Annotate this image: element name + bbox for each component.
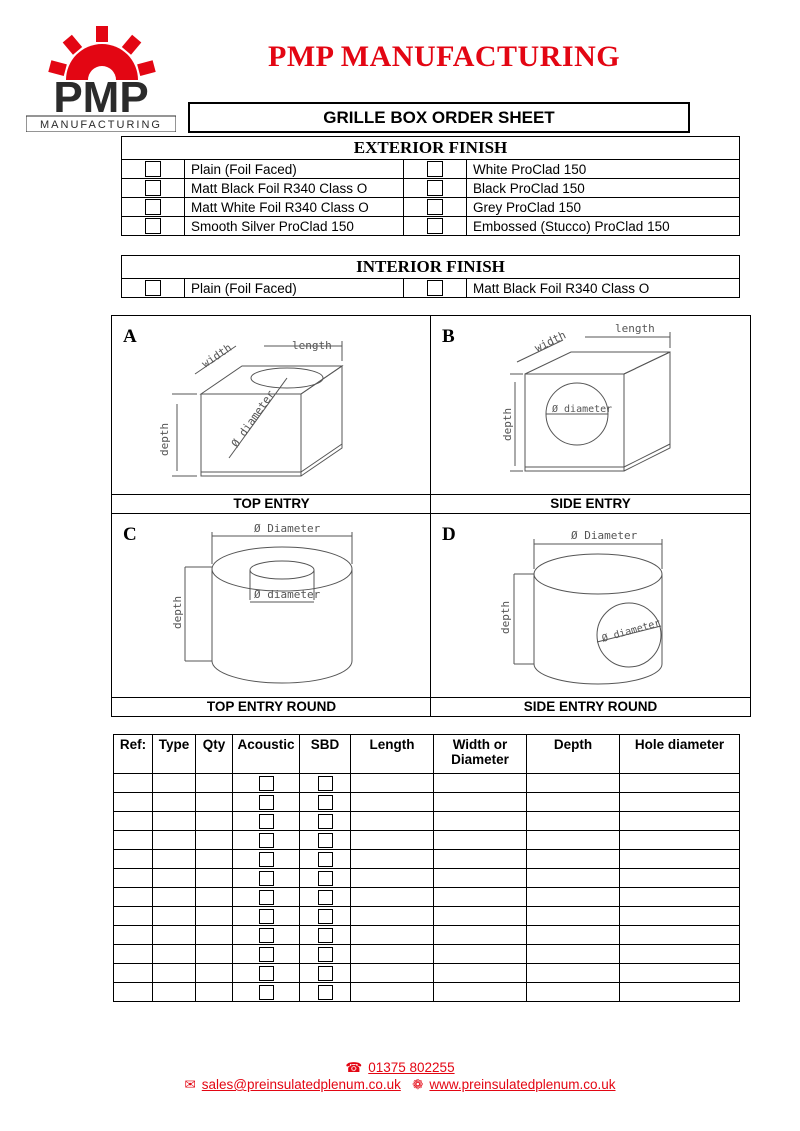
table-row	[114, 888, 740, 907]
col-header: Width or Diameter	[434, 735, 527, 774]
footer-phone	[0, 1060, 800, 1076]
order-cell[interactable]	[300, 831, 351, 850]
order-cell[interactable]	[620, 983, 740, 1002]
table-row	[114, 831, 740, 850]
dim-label: Ø Diameter	[254, 522, 321, 535]
acoustic-checkbox[interactable]	[259, 852, 274, 867]
order-cell[interactable]	[300, 793, 351, 812]
dim-label: width	[199, 341, 235, 371]
order-cell[interactable]	[300, 945, 351, 964]
diagram-caption: SIDE ENTRY ROUND	[431, 697, 750, 716]
col-header: Length	[351, 735, 434, 774]
checkbox[interactable]	[427, 218, 443, 234]
order-cell[interactable]	[300, 774, 351, 793]
table-row	[114, 907, 740, 926]
dim-label: width	[532, 328, 569, 355]
checkbox[interactable]	[427, 180, 443, 196]
dim-label: Ø diameter	[600, 617, 662, 645]
diagram-top-entry-round	[112, 514, 431, 716]
dim-label: depth	[499, 600, 512, 634]
order-cell[interactable]	[527, 850, 620, 869]
dim-label: Ø Diameter	[571, 529, 638, 542]
acoustic-checkbox[interactable]	[259, 890, 274, 905]
sbd-checkbox[interactable]	[318, 947, 333, 962]
order-cell[interactable]	[351, 983, 434, 1002]
order-cell[interactable]	[233, 831, 300, 850]
order-cell[interactable]	[620, 774, 740, 793]
checkbox[interactable]	[427, 161, 443, 177]
company-logo	[26, 16, 176, 132]
checkbox[interactable]	[145, 199, 161, 215]
order-cell[interactable]	[620, 850, 740, 869]
order-cell[interactable]	[114, 926, 153, 945]
diagram-top-entry	[112, 316, 431, 513]
finish-option: Plain (Foil Faced)	[185, 160, 404, 179]
dim-label: depth	[171, 595, 184, 629]
order-cell[interactable]	[434, 888, 527, 907]
diagram-letter: D	[442, 524, 456, 545]
order-cell[interactable]	[434, 793, 527, 812]
table-row	[114, 850, 740, 869]
order-cell[interactable]	[351, 774, 434, 793]
order-cell[interactable]	[196, 869, 233, 888]
order-cell[interactable]	[351, 945, 434, 964]
order-cell[interactable]	[114, 964, 153, 983]
order-cell[interactable]	[114, 888, 153, 907]
sbd-checkbox[interactable]	[318, 852, 333, 867]
diagram-side-entry	[431, 316, 750, 513]
order-cell[interactable]	[300, 926, 351, 945]
order-cell[interactable]	[434, 774, 527, 793]
sbd-checkbox[interactable]	[318, 985, 333, 1000]
acoustic-checkbox[interactable]	[259, 814, 274, 829]
order-cell[interactable]	[114, 793, 153, 812]
table-row	[114, 945, 740, 964]
finish-option: Matt Black Foil R340 Class O	[185, 179, 404, 198]
order-cell[interactable]	[233, 888, 300, 907]
finish-option: Matt Black Foil R340 Class O	[467, 279, 740, 298]
sbd-checkbox[interactable]	[318, 776, 333, 791]
sbd-checkbox[interactable]	[318, 966, 333, 981]
logo-subtitle: MANUFACTURING	[40, 119, 162, 131]
order-cell[interactable]	[153, 945, 196, 964]
globe-icon: ❁	[412, 1077, 424, 1092]
order-cell[interactable]	[620, 869, 740, 888]
col-header: Depth	[527, 735, 620, 774]
order-cell[interactable]	[351, 850, 434, 869]
checkbox[interactable]	[145, 180, 161, 196]
dim-label: Ø diameter	[254, 588, 321, 601]
order-cell[interactable]	[300, 983, 351, 1002]
order-cell[interactable]	[620, 945, 740, 964]
order-cell[interactable]	[196, 774, 233, 793]
dim-label: depth	[501, 407, 514, 441]
finish-option: White ProClad 150	[467, 160, 740, 179]
acoustic-checkbox[interactable]	[259, 776, 274, 791]
checkbox[interactable]	[145, 280, 161, 296]
diagram-letter: C	[123, 524, 137, 545]
order-cell[interactable]	[527, 869, 620, 888]
order-cell[interactable]	[153, 926, 196, 945]
order-cell[interactable]	[153, 774, 196, 793]
sheet-title: GRILLE BOX ORDER SHEET	[188, 102, 690, 133]
table-row	[114, 774, 740, 793]
order-cell[interactable]	[351, 888, 434, 907]
order-cell[interactable]	[527, 774, 620, 793]
order-cell[interactable]	[233, 812, 300, 831]
sbd-checkbox[interactable]	[318, 833, 333, 848]
order-cell[interactable]	[196, 926, 233, 945]
dim-label: depth	[158, 422, 171, 456]
order-cell[interactable]	[233, 926, 300, 945]
order-cell[interactable]	[527, 888, 620, 907]
order-cell[interactable]	[434, 983, 527, 1002]
order-cell[interactable]	[153, 964, 196, 983]
order-cell[interactable]	[153, 869, 196, 888]
order-cell[interactable]	[196, 888, 233, 907]
order-cell[interactable]	[351, 907, 434, 926]
acoustic-checkbox[interactable]	[259, 985, 274, 1000]
order-cell[interactable]	[351, 831, 434, 850]
order-cell[interactable]	[434, 964, 527, 983]
table-row	[114, 983, 740, 1002]
order-cell[interactable]	[351, 869, 434, 888]
order-cell[interactable]	[233, 964, 300, 983]
order-cell[interactable]	[153, 888, 196, 907]
order-cell[interactable]	[620, 812, 740, 831]
finish-option: Grey ProClad 150	[467, 198, 740, 217]
order-cell[interactable]	[153, 812, 196, 831]
col-header: Qty	[196, 735, 233, 774]
order-cell[interactable]	[434, 831, 527, 850]
order-cell[interactable]	[527, 812, 620, 831]
order-cell[interactable]	[351, 926, 434, 945]
order-table-header	[114, 735, 740, 774]
footer-contacts	[0, 1077, 800, 1093]
order-cell[interactable]	[620, 793, 740, 812]
order-cell[interactable]	[114, 945, 153, 964]
checkbox[interactable]	[145, 218, 161, 234]
sbd-checkbox[interactable]	[318, 795, 333, 810]
order-cell[interactable]	[527, 983, 620, 1002]
order-cell[interactable]	[351, 964, 434, 983]
order-cell[interactable]	[300, 907, 351, 926]
finish-option: Plain (Foil Faced)	[185, 279, 404, 298]
order-cell[interactable]	[196, 831, 233, 850]
order-cell[interactable]	[153, 983, 196, 1002]
diagram-letter: B	[442, 326, 455, 347]
order-cell[interactable]	[233, 774, 300, 793]
diagram-caption: TOP ENTRY ROUND	[112, 697, 431, 716]
order-cell[interactable]	[114, 869, 153, 888]
col-header: Type	[153, 735, 196, 774]
order-cell[interactable]	[233, 869, 300, 888]
sbd-checkbox[interactable]	[318, 871, 333, 886]
order-cell[interactable]	[196, 793, 233, 812]
acoustic-checkbox[interactable]	[259, 947, 274, 962]
order-cell[interactable]	[620, 907, 740, 926]
order-cell[interactable]	[114, 774, 153, 793]
order-cell[interactable]	[196, 983, 233, 1002]
sbd-checkbox[interactable]	[318, 814, 333, 829]
order-cell[interactable]	[434, 945, 527, 964]
diagram-side-entry-round	[431, 514, 750, 716]
order-cell[interactable]	[620, 964, 740, 983]
order-cell[interactable]	[527, 964, 620, 983]
exterior-finish-table	[121, 136, 740, 236]
table-row	[114, 964, 740, 983]
order-cell[interactable]	[153, 831, 196, 850]
checkbox[interactable]	[427, 280, 443, 296]
order-cell[interactable]	[300, 850, 351, 869]
order-table	[113, 734, 740, 1002]
acoustic-checkbox[interactable]	[259, 909, 274, 924]
finish-option: Embossed (Stucco) ProClad 150	[467, 217, 740, 236]
dim-label: length	[615, 322, 655, 335]
interior-finish-table	[121, 255, 740, 298]
order-cell[interactable]	[196, 907, 233, 926]
table-row	[114, 869, 740, 888]
envelope-icon: ✉	[184, 1077, 196, 1092]
finish-option: Black ProClad 150	[467, 179, 740, 198]
order-cell[interactable]	[434, 812, 527, 831]
sbd-checkbox[interactable]	[318, 890, 333, 905]
company-name: PMP MANUFACTURING	[268, 40, 621, 73]
acoustic-checkbox[interactable]	[259, 966, 274, 981]
finish-option: Matt White Foil R340 Class O	[185, 198, 404, 217]
order-cell[interactable]	[351, 812, 434, 831]
order-cell[interactable]	[300, 888, 351, 907]
col-header: SBD	[300, 735, 351, 774]
order-cell[interactable]	[527, 926, 620, 945]
logo-letters: PMP	[53, 73, 149, 122]
acoustic-checkbox[interactable]	[259, 928, 274, 943]
order-cell[interactable]	[196, 964, 233, 983]
order-cell[interactable]	[153, 793, 196, 812]
phone-number[interactable]: 01375 802255	[368, 1060, 455, 1075]
interior-finish-title: INTERIOR FINISH	[122, 256, 740, 279]
acoustic-checkbox[interactable]	[259, 871, 274, 886]
order-cell[interactable]	[527, 945, 620, 964]
phone-icon: ☎	[345, 1060, 363, 1075]
order-cell[interactable]	[434, 907, 527, 926]
checkbox[interactable]	[427, 199, 443, 215]
order-cell[interactable]	[196, 945, 233, 964]
order-cell[interactable]	[620, 926, 740, 945]
dim-label: length	[292, 339, 332, 352]
order-cell[interactable]	[233, 907, 300, 926]
finish-option: Smooth Silver ProClad 150	[185, 217, 404, 236]
order-cell[interactable]	[114, 812, 153, 831]
order-cell[interactable]	[527, 793, 620, 812]
diagram-grid	[111, 315, 751, 717]
order-cell[interactable]	[527, 907, 620, 926]
dim-label: Ø diameter	[552, 404, 613, 415]
checkbox[interactable]	[145, 161, 161, 177]
exterior-finish-title: EXTERIOR FINISH	[122, 137, 740, 160]
order-cell[interactable]	[233, 793, 300, 812]
sbd-checkbox[interactable]	[318, 928, 333, 943]
order-cell[interactable]	[233, 945, 300, 964]
col-header: Hole diameter	[620, 735, 740, 774]
order-cell[interactable]	[153, 907, 196, 926]
order-cell[interactable]	[196, 812, 233, 831]
order-cell[interactable]	[114, 850, 153, 869]
order-cell[interactable]	[434, 926, 527, 945]
order-cell[interactable]	[620, 888, 740, 907]
diagram-caption: SIDE ENTRY	[431, 494, 750, 513]
order-cell[interactable]	[351, 793, 434, 812]
table-row	[114, 793, 740, 812]
order-cell[interactable]	[233, 850, 300, 869]
email-link[interactable]: sales@preinsulatedplenum.co.uk	[201, 1077, 401, 1092]
diagram-caption: TOP ENTRY	[112, 494, 431, 513]
acoustic-checkbox[interactable]	[259, 795, 274, 810]
dim-label: Ø diameter	[228, 388, 278, 450]
order-cell[interactable]	[114, 831, 153, 850]
order-cell[interactable]	[527, 831, 620, 850]
order-cell[interactable]	[434, 869, 527, 888]
diagram-letter: A	[123, 326, 137, 347]
order-cell[interactable]	[153, 850, 196, 869]
order-cell[interactable]	[233, 983, 300, 1002]
table-row	[114, 812, 740, 831]
order-cell[interactable]	[620, 831, 740, 850]
order-cell[interactable]	[434, 850, 527, 869]
sbd-checkbox[interactable]	[318, 909, 333, 924]
order-cell[interactable]	[300, 964, 351, 983]
table-row	[114, 926, 740, 945]
order-cell[interactable]	[196, 850, 233, 869]
acoustic-checkbox[interactable]	[259, 833, 274, 848]
order-cell[interactable]	[300, 869, 351, 888]
website-link[interactable]: www.preinsulatedplenum.co.uk	[429, 1077, 616, 1092]
order-cell[interactable]	[300, 812, 351, 831]
order-cell[interactable]	[114, 983, 153, 1002]
order-cell[interactable]	[114, 907, 153, 926]
col-header: Ref:	[114, 735, 153, 774]
col-header: Acoustic	[233, 735, 300, 774]
